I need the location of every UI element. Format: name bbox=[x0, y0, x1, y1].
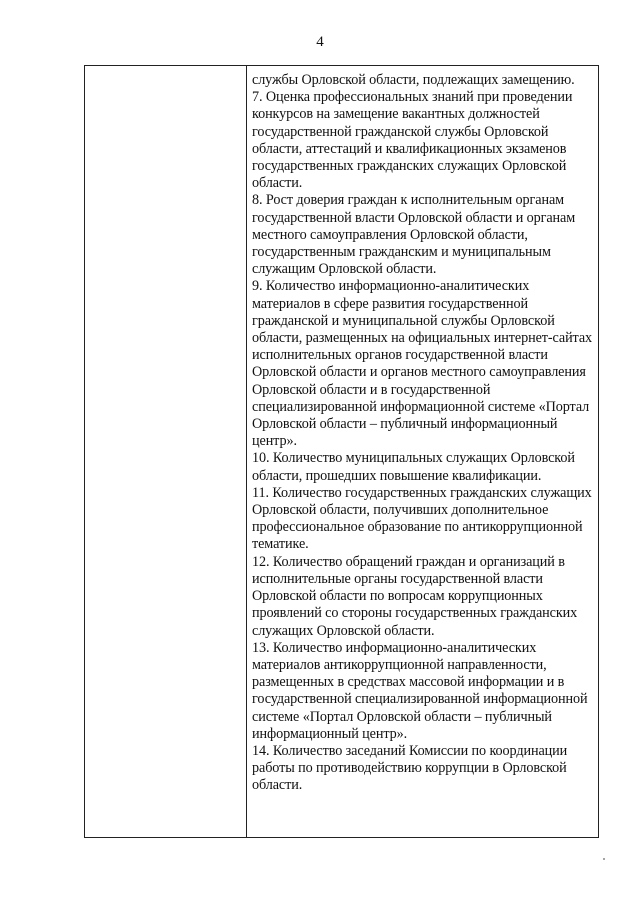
list-item: 13. Количество информационно-аналитических материалов антикоррупционной направленности, размещенных в средствах массовой информации и в государственной специализированной информационной системе «Портал Орловской области – публичный информационный центр». bbox=[252, 639, 588, 742]
scan-speck bbox=[603, 858, 605, 860]
list-item: 7. Оценка профессиональных знаний при проведении конкурсов на замещение вакантных должностей государственной гражданской службы Орловской области, аттестаций и квалификационных экзаменов государственных гражданских служащих Орловской области. bbox=[252, 89, 573, 192]
list-item: службы Орловской области, подлежащих замещению. bbox=[252, 72, 575, 88]
list-item: 11. Количество государственных гражданских служащих Орловской области, получивших дополнительное профессиональное образование по антикоррупционной тематике. bbox=[252, 484, 592, 553]
list-item: 8. Рост доверия граждан к исполнительным органам государственной власти Орловской области и органам местного самоуправления Орловской области, государственным гражданским и муниципальным служащим Орловской области. bbox=[252, 192, 576, 278]
table-column-divider bbox=[246, 66, 247, 837]
list-item: 12. Количество обращений граждан и организаций в исполнительные органы государственной власти Орловской области по вопросам коррупционных проявлений со стороны государственных гражданских служащих Орловской области. bbox=[252, 553, 578, 639]
list-item: 10. Количество муниципальных служащих Орловской области, прошедших повышение квалификации. bbox=[252, 450, 575, 484]
table-right-cell bbox=[252, 72, 597, 795]
document-table bbox=[84, 65, 599, 838]
page-number: 4 bbox=[316, 34, 324, 50]
table-left-cell bbox=[85, 66, 246, 837]
list-item: 9. Количество информационно-аналитических материалов в сфере развития государственной гражданской и муниципальной службы Орловской области, размещенных на официальных интернет-сайтах исполнительных органов государственной власти Орловской области и органов местного самоуправления Орловской области и в государственной специализированной информационной системе «Портал Орловской области – публичный информационный центр». bbox=[252, 278, 593, 450]
list-item: 14. Количество заседаний Комиссии по координации работы по противодействию коррупции в Орловской области. bbox=[252, 742, 568, 794]
